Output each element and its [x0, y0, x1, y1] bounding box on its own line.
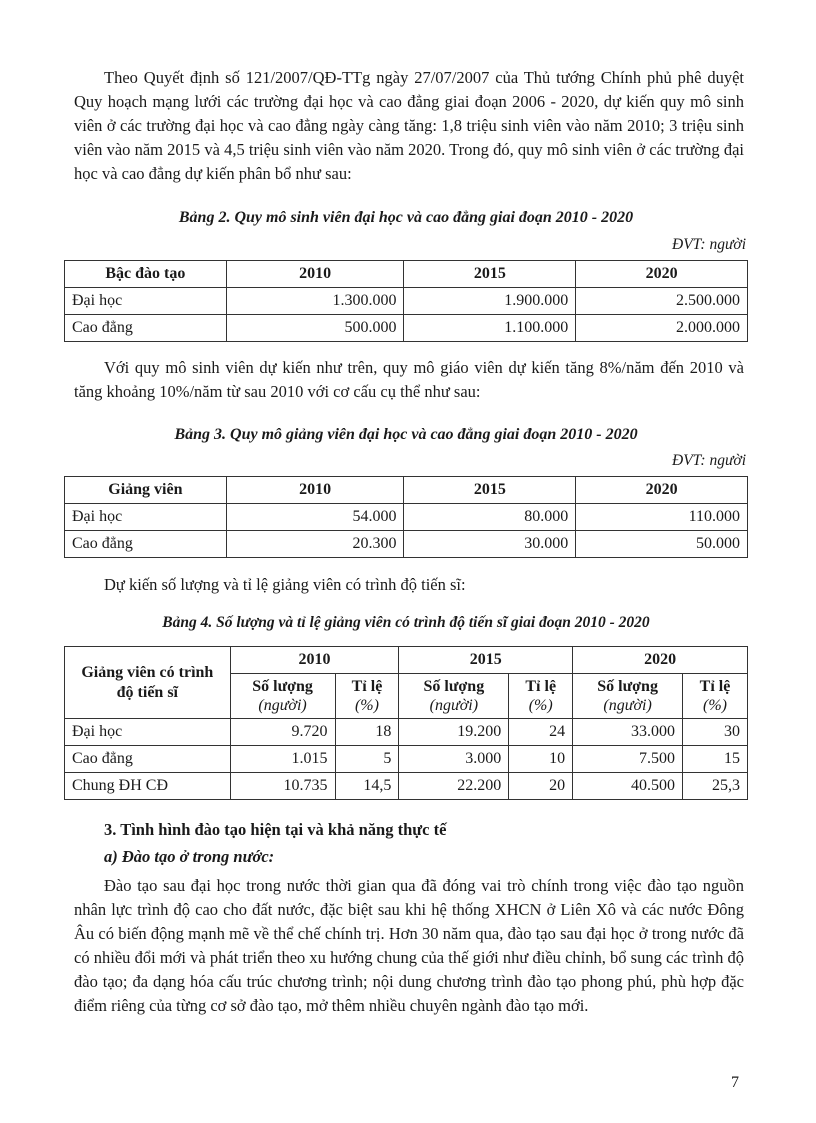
table-cell: 14,5	[335, 773, 399, 800]
table-cell: 22.200	[399, 773, 509, 800]
table-cell: Chung ĐH CĐ	[65, 773, 231, 800]
table4-rate-header	[335, 674, 399, 719]
table2-header: 2015	[404, 261, 576, 288]
table-cell: 20.300	[226, 531, 404, 558]
table4-caption: Bảng 4. Số lượng và tỉ lệ giảng viên có trình độ tiến sĩ giai đoạn 2010 - 2020	[162, 614, 650, 631]
table-row	[65, 719, 748, 746]
table-cell: 30	[683, 719, 748, 746]
qty-label: Số lượng	[423, 678, 485, 695]
table2-header: Bậc đào tạo	[65, 261, 227, 288]
table-cell: 110.000	[576, 504, 748, 531]
table-cell: 40.500	[573, 773, 683, 800]
table3-header: 2020	[576, 477, 748, 504]
table4-qty-header	[399, 674, 509, 719]
table-cell: 1.015	[230, 746, 335, 773]
rate-label: Tỉ lệ	[525, 678, 557, 695]
table-cell: 2.500.000	[576, 288, 748, 315]
table2-header: 2010	[226, 261, 404, 288]
table3-caption: Bảng 3. Quy mô giảng viên đại học và cao đẳng giai đoạn 2010 - 2020	[174, 426, 638, 443]
table-row	[65, 504, 748, 531]
table2-unit: ĐVT: người	[672, 236, 746, 253]
table-cell: 19.200	[399, 719, 509, 746]
table-cell: 5	[335, 746, 399, 773]
subsection-heading: a) Đào tạo ở trong nước:	[104, 847, 275, 866]
table-cell: 500.000	[226, 315, 404, 342]
section-heading: 3. Tình hình đào tạo hiện tại và khả năng thực tế	[104, 820, 447, 839]
table-cell: Cao đẳng	[65, 315, 227, 342]
table-cell: 9.720	[230, 719, 335, 746]
table-cell: 24	[509, 719, 573, 746]
table3-header-row	[65, 477, 748, 504]
table-cell: 1.300.000	[226, 288, 404, 315]
table-row	[65, 315, 748, 342]
qty-unit: (người)	[258, 697, 307, 714]
paragraph-4: Đào tạo sau đại học trong nước thời gian qua đã đóng vai trò chính trong việc đào tạo nguồn nhân lực trình độ cao cho đất nước, đặc biệt sau khi hệ thống XHCN ở Liên Xô và các nước Đông Âu có biến động mạnh mẽ về thể chế chính trị. Hơn 30 năm qua, đào tạo sau đại học ở trong nước đã có nhiều đổi mới và phát triển theo xu hướng chung của thế giới như điều chỉnh, bổ sung các trình độ đào tạo; đa dạng hóa cấu trúc chương trình; nội dung chương trình đào tạo phong phú, phù hợp đặc điểm riêng của từng cơ sở đào tạo, mở thêm nhiều chuyên ngành đào tạo mới.	[74, 876, 744, 1015]
table3	[64, 476, 748, 558]
qty-label: Số lượng	[252, 678, 313, 695]
paragraph-3: Dự kiến số lượng và tỉ lệ giảng viên có trình độ tiến sĩ:	[104, 575, 466, 594]
table-cell: 10.735	[230, 773, 335, 800]
table-cell: 54.000	[226, 504, 404, 531]
rate-label: Tỉ lệ	[699, 678, 731, 695]
qty-unit: (người)	[429, 697, 479, 714]
table2	[64, 260, 748, 342]
table4-rate-header	[683, 674, 748, 719]
table2-caption: Bảng 2. Quy mô sinh viên đại học và cao đẳng giai đoạn 2010 - 2020	[178, 209, 634, 226]
table-cell: 20	[509, 773, 573, 800]
table-row	[65, 531, 748, 558]
table3-header: 2015	[404, 477, 576, 504]
table4-year-header: 2015	[399, 647, 573, 674]
table4-qty-header	[573, 674, 683, 719]
table4-year-row	[65, 647, 748, 674]
table4-corner-header: Giảng viên có trình độ tiến sĩ	[65, 647, 231, 719]
rate-unit: (%)	[354, 697, 379, 714]
table-cell: 1.900.000	[404, 288, 576, 315]
table-row	[65, 288, 748, 315]
table4-qty-header	[230, 674, 335, 719]
table-cell: 1.100.000	[404, 315, 576, 342]
table4-year-header: 2010	[230, 647, 399, 674]
table-cell: 80.000	[404, 504, 576, 531]
rate-label: Tỉ lệ	[351, 678, 383, 695]
paragraph-2: Với quy mô sinh viên dự kiến như trên, quy mô giáo viên dự kiến tăng 8%/năm đến 2010 và tăng khoảng 10%/năm từ sau 2010 với cơ cấu cụ thể như sau:	[74, 358, 744, 401]
table-cell: 2.000.000	[576, 315, 748, 342]
table-cell: 33.000	[573, 719, 683, 746]
table-cell: 18	[335, 719, 399, 746]
page-number: 7	[731, 1074, 739, 1091]
table2-header: 2020	[576, 261, 748, 288]
table-cell: 10	[509, 746, 573, 773]
table-cell: Cao đẳng	[65, 746, 231, 773]
table-row	[65, 746, 748, 773]
table3-header: Giảng viên	[65, 477, 227, 504]
table-row	[65, 773, 748, 800]
rate-unit: (%)	[528, 697, 553, 714]
table3-unit: ĐVT: người	[672, 452, 746, 469]
table-cell: 25,3	[683, 773, 748, 800]
table-cell: 3.000	[399, 746, 509, 773]
intro-paragraph: Theo Quyết định số 121/2007/QĐ-TTg ngày 27/07/2007 của Thủ tướng Chính phủ phê duyệt Quy hoạch mạng lưới các trường đại học và cao đẳng giai đoạn 2006 - 2020, dự kiến quy mô sinh viên ở các trường đại học và cao đẳng ngày càng tăng: 1,8 triệu sinh viên vào năm 2010; 3 triệu sinh viên vào năm 2015 và 4,5 triệu sinh viên vào năm 2020. Trong đó, quy mô sinh viên ở các trường đại học và cao đẳng dự kiến phân bổ như sau:	[74, 68, 744, 183]
table-cell: 15	[683, 746, 748, 773]
table-cell: Đại học	[65, 504, 227, 531]
table-cell: 50.000	[576, 531, 748, 558]
qty-label: Số lượng	[597, 678, 658, 695]
table2-header-row	[65, 261, 748, 288]
table4-rate-header	[509, 674, 573, 719]
table-cell: Đại học	[65, 719, 231, 746]
table-cell: 7.500	[573, 746, 683, 773]
table3-header: 2010	[226, 477, 404, 504]
rate-unit: (%)	[703, 697, 727, 714]
table-cell: Cao đẳng	[65, 531, 227, 558]
table4-year-header: 2020	[573, 647, 748, 674]
qty-unit: (người)	[603, 697, 652, 714]
table4	[64, 646, 748, 800]
table-cell: Đại học	[65, 288, 227, 315]
table-cell: 30.000	[404, 531, 576, 558]
